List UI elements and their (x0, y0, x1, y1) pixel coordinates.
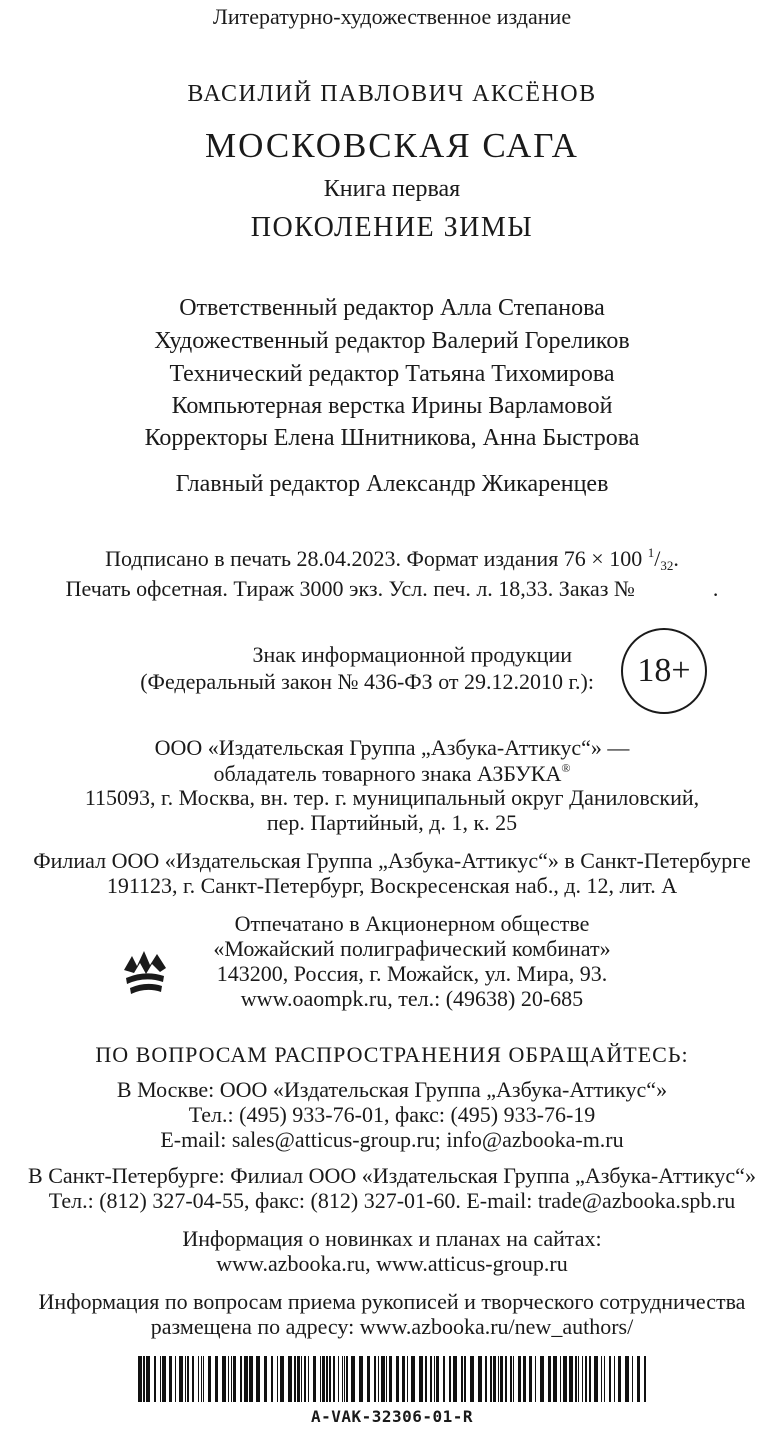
barcode-bar (485, 1356, 487, 1402)
barcode-bar (407, 1356, 408, 1402)
barcode-bar (138, 1356, 142, 1402)
barcode-bar (277, 1356, 278, 1402)
barcode-bar (222, 1356, 226, 1402)
credit-line: Корректоры Елена Шнитникова, Анна Быстрова (144, 425, 640, 451)
format-denominator: 32 (660, 558, 674, 573)
barcode-bar (162, 1356, 166, 1402)
barcode-bar (143, 1356, 145, 1402)
barcode-bar (329, 1356, 331, 1402)
barcode-bar (443, 1356, 445, 1402)
barcode-bar (402, 1356, 405, 1402)
distribution-moscow-line: В Москве: ООО «Издательская Группа „Азбука-Аттикус“» (116, 1077, 668, 1102)
barcode-bar (601, 1356, 602, 1402)
branch-line: Филиал ООО «Издательская Группа „Азбука-Аттикус“» в Санкт-Петербурге (33, 848, 751, 873)
barcode-bar (563, 1356, 567, 1402)
barcode-code: A-VAK-32306-01-R (310, 1407, 474, 1426)
barcode-bar (179, 1356, 183, 1402)
barcode-bar (425, 1356, 427, 1402)
barcode-bar (338, 1356, 339, 1402)
barcode (138, 1356, 648, 1402)
volume-label: Книга первая (323, 176, 461, 202)
barcode-bar (589, 1356, 591, 1402)
barcode-bar (322, 1356, 325, 1402)
barcode-bar (540, 1356, 544, 1402)
chief-editor: Главный редактор Александр Жикаренцев (175, 471, 609, 497)
credit-line: Ответственный редактор Алла Степанова (179, 295, 605, 321)
barcode-bar (203, 1356, 204, 1402)
barcode-bar (389, 1356, 392, 1402)
barcode-bar (419, 1356, 423, 1402)
barcode-bar (594, 1356, 598, 1402)
barcode-bar (198, 1356, 199, 1402)
barcode-bar (548, 1356, 551, 1402)
barcode-bar (637, 1356, 640, 1402)
barcode-bar (569, 1356, 573, 1402)
info-sites-line: Информация о новинках и планах на сайтах: (182, 1226, 602, 1251)
book-title: МОСКОВСКАЯ САГА (205, 126, 579, 165)
barcode-bar (374, 1356, 376, 1402)
barcode-bar (434, 1356, 435, 1402)
barcode-bar (500, 1356, 503, 1402)
barcode-bar (578, 1356, 579, 1402)
barcode-bar (346, 1356, 348, 1402)
manuscripts-line: размещена по адресу: www.azbooka.ru/new_authors/ (150, 1314, 634, 1339)
barcode-bar (288, 1356, 292, 1402)
barcode-bar (342, 1356, 343, 1402)
credit-line: Художественный редактор Валерий Гореликов (154, 328, 630, 354)
barcode-bar (240, 1356, 242, 1402)
barcode-bar (609, 1356, 611, 1402)
format-end: . (673, 546, 679, 571)
barcode-bar (233, 1356, 236, 1402)
barcode-bar (244, 1356, 248, 1402)
barcode-bar (644, 1356, 646, 1402)
credit-line: Компьютерная верстка Ирины Варламовой (171, 393, 613, 419)
barcode-bar (326, 1356, 328, 1402)
print-info-line1 (0, 546, 784, 572)
barcode-bar (249, 1356, 253, 1402)
barcode-bar (614, 1356, 615, 1402)
barcode-bar (618, 1356, 621, 1402)
barcode-bar (313, 1356, 316, 1402)
print-info-text: Печать офсетная. Тираж 3000 экз. Усл. печ. л. 18,33. Заказ № (65, 576, 635, 601)
barcode-bar (271, 1356, 273, 1402)
distribution-heading: ПО ВОПРОСАМ РАСПРОСТРАНЕНИЯ ОБРАЩАЙТЕСЬ: (95, 1042, 689, 1067)
barcode-bar (585, 1356, 587, 1402)
printer-line: www.oaompk.ru, тел.: (49638) 20-685 (240, 986, 584, 1011)
format-separator: / (654, 546, 661, 571)
barcode-bar (582, 1356, 583, 1402)
printer-line: Отпечатано в Акционерном обществе (234, 911, 590, 936)
barcode-bar (535, 1356, 536, 1402)
age-rating-label: Знак информационной продукции (252, 642, 572, 667)
barcode-bar (175, 1356, 176, 1402)
registered-mark: ® (561, 761, 571, 775)
barcode-bar (367, 1356, 370, 1402)
barcode-bar (478, 1356, 482, 1402)
barcode-bar (523, 1356, 526, 1402)
publisher-line: 115093, г. Москва, вн. тер. г. муниципальный округ Даниловский, (84, 785, 700, 810)
age-rating-law: (Федеральный закон № 436-ФЗ от 29.12.2010 г.): (140, 669, 594, 694)
barcode-bar (264, 1356, 267, 1402)
printer-line: 143200, Россия, г. Можайск, ул. Мира, 93. (216, 961, 608, 986)
barcode-bar (461, 1356, 463, 1402)
barcode-bar (604, 1356, 605, 1402)
barcode-bar (301, 1356, 302, 1402)
distribution-moscow-line: Тел.: (495) 933-76-01, факс: (495) 933-76-19 (188, 1102, 596, 1127)
crown-logo-icon (122, 948, 168, 996)
publisher-line: ООО «Издательская Группа „Азбука-Аттикус“» — (154, 735, 630, 760)
barcode-bar (160, 1356, 161, 1402)
distribution-spb-line: В Санкт-Петербурге: Филиал ООО «Издательская Группа „Азбука-Аттикус“» (28, 1163, 756, 1188)
barcode-bar (386, 1356, 387, 1402)
publisher-line (0, 762, 784, 785)
barcode-bar (490, 1356, 492, 1402)
barcode-bar (632, 1356, 633, 1402)
distribution-moscow-line: E-mail: sales@atticus-group.ru; info@azbooka-m.ru (160, 1127, 624, 1152)
barcode-bar (351, 1356, 355, 1402)
barcode-bar (344, 1356, 345, 1402)
barcode-bar (231, 1356, 232, 1402)
format-numerator: 1 (647, 545, 655, 560)
barcode-bar (333, 1356, 335, 1402)
barcode-bar (215, 1356, 218, 1402)
barcode-bar (453, 1356, 457, 1402)
barcode-bar (201, 1356, 202, 1402)
barcode-bar (320, 1356, 321, 1402)
barcode-bar (625, 1356, 629, 1402)
distribution-spb-line: Тел.: (812) 327-04-55, факс: (812) 327-01-60. E-mail: trade@azbooka.spb.ru (48, 1188, 736, 1213)
barcode-bar (304, 1356, 306, 1402)
barcode-bar (154, 1356, 156, 1402)
barcode-bar (146, 1356, 150, 1402)
barcode-bar (464, 1356, 466, 1402)
barcode-bar (378, 1356, 379, 1402)
barcode-bar (430, 1356, 432, 1402)
barcode-bar (510, 1356, 512, 1402)
barcode-bar (381, 1356, 385, 1402)
barcode-bar (294, 1356, 296, 1402)
print-info-text: Подписано в печать 28.04.2023. Формат издания 76 × 100 (105, 546, 648, 571)
barcode-bar (396, 1356, 399, 1402)
barcode-bar (359, 1356, 363, 1402)
barcode-bar (449, 1356, 451, 1402)
publisher-line: пер. Партийный, д. 1, к. 25 (266, 810, 518, 835)
barcode-bar (498, 1356, 499, 1402)
barcode-bar (256, 1356, 260, 1402)
barcode-bar (553, 1356, 557, 1402)
info-sites-line: www.azbooka.ru, www.atticus-group.ru (216, 1251, 568, 1276)
barcode-bar (297, 1356, 300, 1402)
barcode-bar (575, 1356, 577, 1402)
barcode-bar (280, 1356, 284, 1402)
barcode-bar (208, 1356, 211, 1402)
publisher-trademark-text: обладатель товарного знака АЗБУКА (213, 761, 562, 786)
barcode-bar (529, 1356, 532, 1402)
barcode-bar (493, 1356, 496, 1402)
print-info-end: . (712, 576, 719, 601)
barcode-bar (513, 1356, 514, 1402)
barcode-bar (187, 1356, 189, 1402)
barcode-bar (518, 1356, 521, 1402)
credit-line: Технический редактор Татьяна Тихомирова (169, 361, 615, 387)
manuscripts-line: Информация по вопросам приема рукописей и творческого сотрудничества (38, 1289, 746, 1314)
barcode-bar (436, 1356, 439, 1402)
barcode-bar (560, 1356, 561, 1402)
age-rating-badge: 18+ (621, 628, 707, 714)
genre-label: Литературно-художественное издание (212, 4, 572, 29)
printer-line: «Можайский полиграфический комбинат» (213, 936, 611, 961)
barcode-bar (411, 1356, 415, 1402)
barcode-bar (192, 1356, 194, 1402)
barcode-bar (169, 1356, 172, 1402)
barcode-bar (308, 1356, 309, 1402)
barcode-bar (505, 1356, 507, 1402)
branch-line: 191123, г. Санкт-Петербург, Воскресенская наб., д. 12, лит. А (106, 873, 678, 898)
barcode-bar (228, 1356, 229, 1402)
author-name: ВАСИЛИЙ ПАВЛОВИЧ АКСЁНОВ (187, 81, 597, 107)
barcode-bar (185, 1356, 186, 1402)
book-subtitle: ПОКОЛЕНИЕ ЗИМЫ (250, 212, 534, 243)
print-info-line2 (0, 578, 784, 600)
barcode-bar (470, 1356, 474, 1402)
